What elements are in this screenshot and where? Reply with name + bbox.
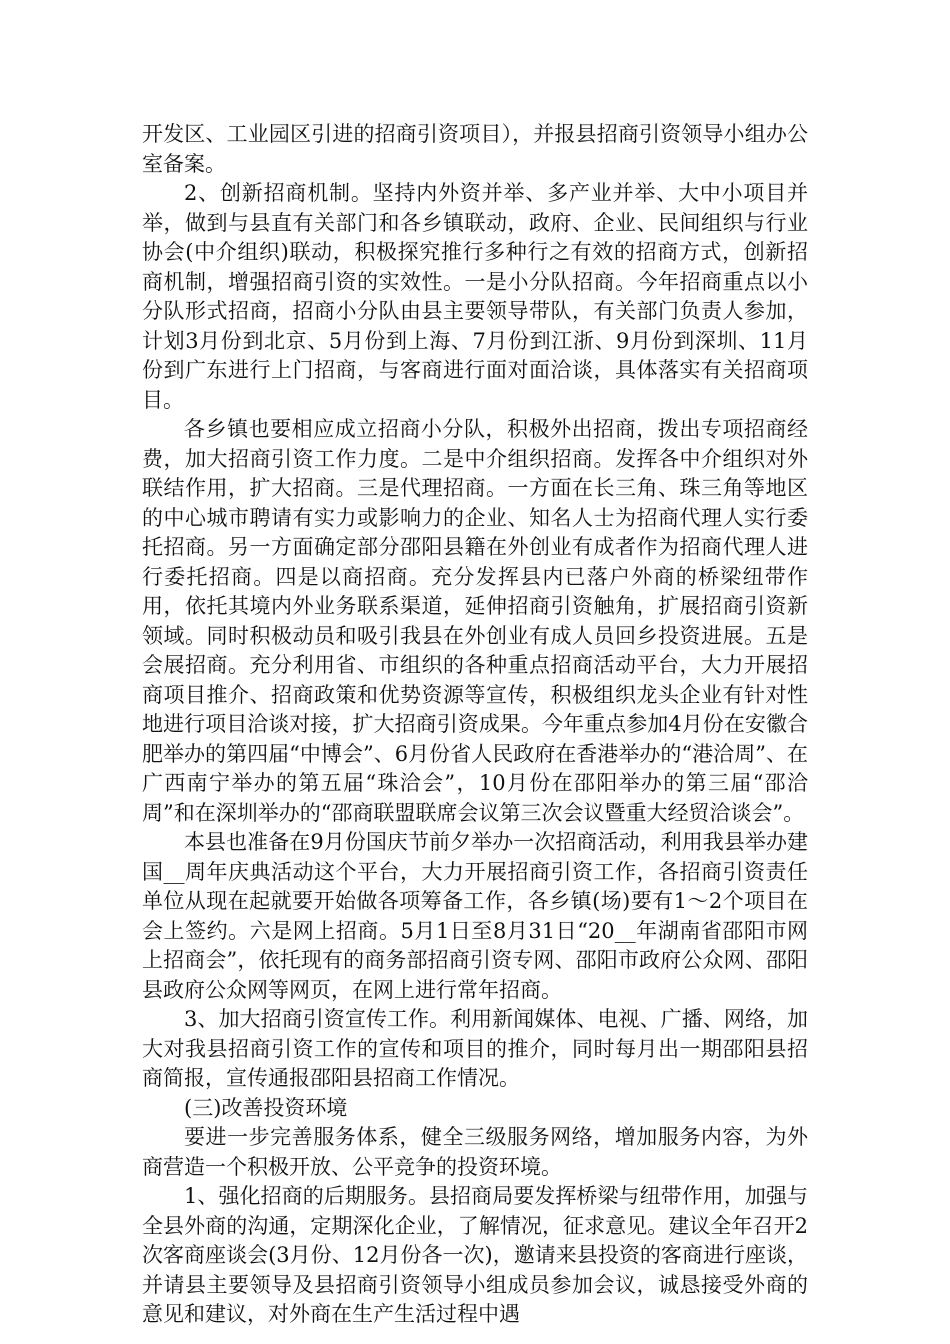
paragraph-4: 本县也准备在9月份国庆节前夕举办一次招商活动，利用我县举办建国__周年庆典活动这个平台，大力开展招商引资工作，各招商引资责任单位从现在起就要开始做各项筹备工作，各乡镇(场)要有1～2个项目在会上签约。六是网上招商。5月1日至8月31日“20__年湖南省邵阳市网上招商会”，依托现有的商务部招商引资专网、邵阳市政府公众网、邵阳县政府公众网等网页，在网上进行常年招商。 (142, 830, 808, 1002)
paragraph-2: 2、创新招商机制。坚持内外资并举、多产业并举、大中小项目并举，做到与县直有关部门和各乡镇联动，政府、企业、民间组织与行业协会(中介组织)联动，积极探究推行多种行之有效的招商方式，创新招商机制，增强招商引资的实效性。一是小分队招商。今年招商重点以小分队形式招商，招商小分队由县主要领导带队，有关部门负责人参加，计划3月份到北京、5月份到上海、7月份到江浙、9月份到深圳、11月份到广东进行上门招商，与客商进行面对面洽谈，具体落实有关招商项目。 (142, 181, 808, 412)
paragraph-7: 要进一步完善服务体系，健全三级服务网络，增加服务内容，为外商营造一个积极开放、公平竞争的投资环境。 (142, 1125, 808, 1179)
paragraph-3: 各乡镇也要相应成立招商小分队，积极外出招商，拨出专项招商经费，加大招商引资工作力度。二是中介组织招商。发挥各中介组织对外联结作用，扩大招商。三是代理招商。一方面在长三角、珠三角等地区的中心城市聘请有实力或影响力的企业、知名人士为招商代理人实行委托招商。另一方面确定部分邵阳县籍在外创业有成者作为招商代理人进行委托招商。四是以商招商。充分发挥县内已落户外商的桥梁纽带作用，依托其境内外业务联系渠道，延伸招商引资触角，扩展招商引资新领域。同时积极动员和吸引我县在外创业有成人员回乡投资进展。五是会展招商。充分利用省、市组织的各种重点招商活动平台，大力开展招商项目推介、招商政策和优势资源等宣传，积极组织龙头企业有针对性地进行项目洽谈对接，扩大招商引资成果。今年重点参加4月份在安徽合肥举办的第四届“中博会”、6月份省人民政府在香港举办的“港洽周”、在广西南宁举办的第五届“珠洽会”，10月份在邵阳举办的第三届“邵洽周”和在深圳举办的“邵商联盟联席会议第三次会议暨重大经贸洽谈会”。 (142, 417, 808, 825)
paragraph-8: 1、强化招商的后期服务。县招商局要发挥桥梁与纽带作用，加强与全县外商的沟通，定期深化企业，了解情况，征求意见。建议全年召开2次客商座谈会(3月份、12月份各一次)，邀请来县投资的客商进行座谈，并请县主要领导及县招商引资领导小组成员参加会议，诚恳接受外商的意见和建议，对外商在生产生活过程中遇 (142, 1184, 808, 1326)
paragraph-1: 开发区、工业园区引进的招商引资项目），并报县招商引资领导小组办公室备案。 (142, 122, 808, 176)
document-body (142, 120, 808, 1330)
section-heading: (三)改善投资环境 (184, 1095, 348, 1120)
paragraph-5: 3、加大招商引资宣传工作。利用新闻媒体、电视、广播、网络，加大对我县招商引资工作的宣传和项目的推介，同时每月出一期邵阳县招商简报，宣传通报邵阳县招商工作情况。 (142, 1007, 808, 1090)
